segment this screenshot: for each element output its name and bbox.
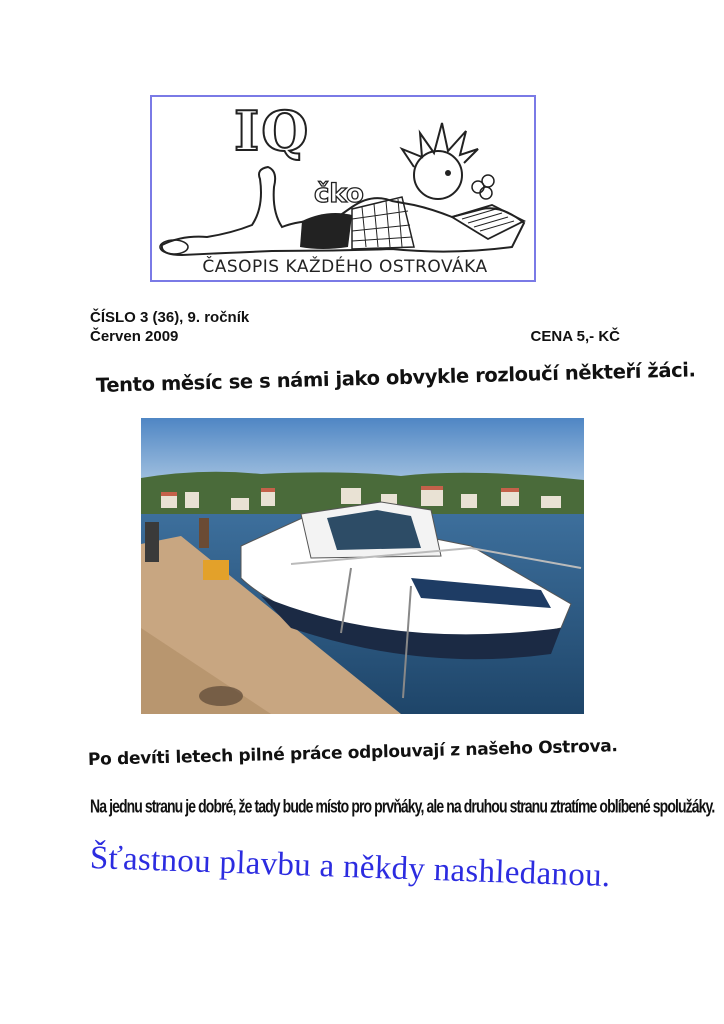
boat-photo [141, 418, 584, 714]
logo-subtitle: čko [314, 179, 364, 209]
farewell-line-3: Šťastnou plavbu a někdy nashledanou. [89, 840, 612, 895]
farewell-line-1: Po devíti letech pilné práce odplouvají z našeho Ostrova. [87, 736, 618, 770]
logo-title: IQ [234, 99, 311, 163]
magazine-logo [150, 95, 536, 282]
issue-number: ČÍSLO 3 (36), 9. ročník [90, 309, 250, 326]
headline: Tento měsíc se s námi jako obvykle rozloučí někteří žáci. [95, 358, 696, 397]
issue-price: CENA 5,- KČ [530, 328, 620, 345]
photo-scene [141, 418, 584, 714]
farewell-line-2: Na jednu stranu je dobré, že tady bude místo pro prvňáky, ale na druhou stranu ztratíme oblíbené spolužáky. [90, 795, 715, 817]
issue-date: Červen 2009 [90, 328, 179, 345]
logo-tagline: ČASOPIS KAŽDÉHO OSTROVÁKA [202, 257, 488, 277]
